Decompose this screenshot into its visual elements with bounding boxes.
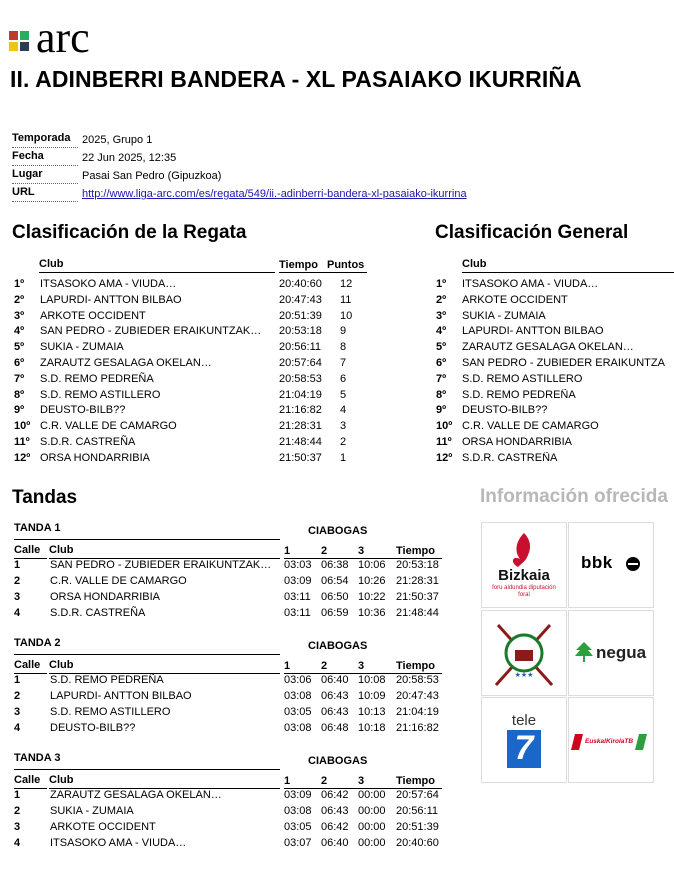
tiempo: 21:28:31 [396, 575, 439, 587]
position: 6º [14, 357, 25, 369]
tiempo: 20:53:18 [279, 325, 322, 338]
club-name: S.D.R. CASTREÑA [462, 451, 558, 464]
col-puntos-header: Puntos [327, 259, 365, 271]
info-heading: Información ofrecida [480, 486, 668, 507]
ciaboga-2: 06:38 [321, 559, 349, 571]
logo-squares-icon [9, 31, 29, 51]
ciaboga-1: 03:03 [284, 559, 312, 571]
header-rule [462, 272, 674, 273]
puntos: 10 [340, 309, 353, 322]
ciaboga-1: 03:05 [284, 821, 312, 833]
bbk-dot-icon [625, 556, 641, 572]
ciaboga-2: 06:40 [321, 674, 349, 686]
tiempo: 21:04:19 [396, 706, 439, 718]
ciaboga-1: 03:06 [284, 674, 312, 686]
col-tiempo-header: Tiempo [396, 775, 435, 787]
position: 8º [14, 388, 25, 401]
puntos: 6 [340, 372, 347, 385]
ciaboga-3: 00:00 [358, 821, 386, 833]
meta-divider [12, 183, 78, 184]
puntos: 5 [340, 388, 347, 401]
logo-square [9, 31, 18, 40]
tiempo: 20:58:53 [396, 674, 439, 686]
col-ciaboga3-header: 3 [358, 660, 365, 672]
meta-value: Pasai San Pedro (Gipuzkoa) [82, 170, 222, 182]
tiempo: 20:47:43 [396, 690, 439, 702]
club-name: C.R. VALLE DE CAMARGO [40, 420, 177, 433]
tree-icon [573, 641, 595, 663]
sponsor-crest-logo [481, 610, 567, 696]
tanda-rule [14, 769, 280, 770]
col-ciaboga2-header: 2 [321, 660, 328, 672]
col-tiempo-header: Tiempo [396, 660, 435, 672]
calle: 2 [14, 575, 21, 587]
club-name: C.R. VALLE DE CAMARGO [462, 420, 599, 433]
position: 10º [436, 420, 453, 433]
club-name: S.D. REMO ASTILLERO [462, 372, 583, 385]
position: 1º [436, 278, 447, 290]
svg-text:★★★: ★★★ [514, 671, 534, 679]
tiempo: 21:48:44 [279, 436, 322, 448]
ciaboga-2: 06:50 [321, 591, 349, 603]
ciaboga-3: 10:18 [358, 722, 386, 734]
tiempo: 21:28:31 [279, 420, 322, 433]
club-name: ITSASOKO AMA - VIUDA… [50, 837, 187, 849]
meta-label: Lugar [12, 168, 43, 180]
rowing-club-crest-icon [482, 611, 566, 695]
ciaboga-2: 06:42 [321, 789, 349, 801]
club-name: ITSASOKO AMA - VIUDA… [40, 278, 177, 290]
tanda-title: TANDA 3 [14, 752, 61, 764]
col-ciaboga3-header: 3 [358, 775, 365, 787]
position: 2º [14, 293, 25, 306]
position: 4º [14, 325, 25, 338]
club-name: SAN PEDRO - ZUBIEDER ERAIKUNTZAK… [40, 325, 262, 338]
ciaboga-3: 10:36 [358, 607, 386, 619]
ciabogas-header: CIABOGAS [308, 640, 368, 652]
position: 10º [14, 420, 31, 433]
position: 4º [436, 325, 447, 338]
position: 5º [14, 341, 25, 354]
col-ciaboga2-header: 2 [321, 775, 328, 787]
ciaboga-3: 10:22 [358, 591, 386, 603]
club-name: LAPURDI- ANTTON BILBAO [50, 690, 192, 702]
club-name: SAN PEDRO - ZUBIEDER ERAIKUNTZAK… [50, 559, 272, 571]
tiempo: 21:04:19 [279, 388, 322, 401]
club-name: LAPURDI- ANTTON BILBAO [40, 293, 182, 306]
club-name: ARKOTE OCCIDENT [462, 293, 568, 306]
calle: 1 [14, 674, 21, 686]
ciaboga-3: 10:13 [358, 706, 386, 718]
tiempo: 21:16:82 [396, 722, 439, 734]
position: 12º [436, 451, 453, 464]
bbk-text: bbk [581, 553, 613, 572]
meta-label: URL [12, 186, 35, 198]
logo-square [20, 31, 29, 40]
calle: 4 [14, 837, 21, 849]
tiempo: 20:40:60 [396, 837, 439, 849]
ciaboga-2: 06:43 [321, 706, 349, 718]
tiempo: 20:51:39 [396, 821, 439, 833]
meta-value: 22 Jun 2025, 12:35 [82, 152, 177, 164]
position: 9º [14, 404, 25, 417]
tiempo: 20:57:64 [279, 357, 322, 369]
club-name: S.D. REMO ASTILLERO [40, 388, 161, 401]
ciaboga-3: 10:26 [358, 575, 386, 587]
tiempo: 20:56:11 [279, 341, 322, 354]
calle: 1 [14, 559, 21, 571]
ciaboga-3: 00:00 [358, 789, 386, 801]
tiempo: 21:16:82 [279, 404, 322, 417]
position: 5º [436, 341, 447, 354]
club-name: S.D. REMO PEDREÑA [40, 372, 154, 385]
bizkaia-subtext: foru aldundia diputación foral [492, 585, 556, 598]
header-rule [279, 272, 367, 273]
club-name: S.D.R. CASTREÑA [50, 607, 146, 619]
tiempo: 20:58:53 [279, 372, 322, 385]
meta-label: Temporada [12, 132, 71, 144]
logo-text: arc [36, 13, 90, 62]
position: 12º [14, 451, 31, 464]
page-title: II. ADINBERRI BANDERA - XL PASAIAKO IKURRIÑA [10, 66, 582, 92]
ciaboga-2: 06:59 [321, 607, 349, 619]
ciaboga-2: 06:43 [321, 690, 349, 702]
calle: 2 [14, 805, 21, 817]
position: 7º [436, 372, 447, 385]
tiempo: 20:51:39 [279, 309, 322, 322]
tele7-text: tele [511, 712, 537, 729]
general-heading: Clasificación General [435, 222, 629, 243]
col-club-header: Club [39, 258, 64, 270]
col-club-header: Club [49, 544, 74, 556]
sponsor-bizkaia-logo [481, 522, 567, 608]
logo-square [20, 42, 29, 51]
club-name: ZARAUTZ GESALAGA OKELAN… [40, 357, 212, 369]
tiempo: 20:53:18 [396, 559, 439, 571]
position: 3º [436, 309, 447, 322]
meta-divider [12, 201, 78, 202]
position: 8º [436, 388, 447, 401]
col-club-header: Club [49, 659, 74, 671]
tiempo: 20:57:64 [396, 789, 439, 801]
logo-square [9, 42, 18, 51]
col-calle-header: Calle [14, 659, 41, 671]
ciaboga-2: 06:42 [321, 821, 349, 833]
puntos: 11 [340, 293, 352, 306]
club-name: DEUSTO-BILB?? [462, 404, 548, 417]
tanda-rule [14, 539, 280, 540]
ciaboga-2: 06:43 [321, 805, 349, 817]
sponsor-euskalkirola-logo [568, 697, 654, 783]
calle: 2 [14, 690, 21, 702]
calle: 3 [14, 706, 21, 718]
position: 3º [14, 309, 25, 322]
col-tiempo-header: Tiempo [279, 259, 318, 271]
club-name: ZARAUTZ GESALAGA OKELAN… [462, 341, 634, 354]
ciaboga-1: 03:08 [284, 690, 312, 702]
ciabogas-header: CIABOGAS [308, 525, 368, 537]
col-tiempo-header: Tiempo [396, 545, 435, 557]
calle: 4 [14, 607, 21, 619]
ciaboga-3: 10:06 [358, 559, 386, 571]
tiempo: 20:47:43 [279, 293, 322, 306]
puntos: 7 [340, 357, 347, 369]
col-club-header: Club [49, 774, 74, 786]
col-calle-header: Calle [14, 544, 41, 556]
col-calle-header: Calle [14, 774, 41, 786]
ciaboga-1: 03:11 [284, 607, 311, 619]
club-name: DEUSTO-BILB?? [40, 404, 126, 417]
tanda-rule [14, 654, 280, 655]
position: 2º [436, 293, 447, 306]
col-ciaboga3-header: 3 [358, 545, 365, 557]
meta-label: Fecha [12, 150, 44, 162]
col-club-header: Club [462, 258, 487, 270]
ciaboga-1: 03:05 [284, 706, 312, 718]
club-name: SAN PEDRO - ZUBIEDER ERAIKUNTZA [462, 357, 665, 369]
club-name: ARKOTE OCCIDENT [40, 309, 146, 322]
col-ciaboga1-header: 1 [284, 545, 291, 557]
club-name: ARKOTE OCCIDENT [50, 821, 156, 833]
tiempo: 21:50:37 [396, 591, 439, 603]
ciaboga-1: 03:07 [284, 837, 312, 849]
puntos: 2 [340, 436, 347, 448]
puntos: 1 [340, 451, 347, 464]
ciaboga-1: 03:08 [284, 722, 312, 734]
tiempo: 20:40:60 [279, 278, 322, 290]
position: 11º [436, 436, 452, 448]
club-name: ORSA HONDARRIBIA [50, 591, 161, 603]
col-ciaboga1-header: 1 [284, 775, 291, 787]
club-name: ORSA HONDARRIBIA [40, 451, 151, 464]
club-name: LAPURDI- ANTTON BILBAO [462, 325, 604, 338]
calle: 3 [14, 591, 21, 603]
club-name: SUKIA - ZUMAIA [462, 309, 546, 322]
puntos: 3 [340, 420, 347, 433]
club-name: ITSASOKO AMA - VIUDA… [462, 278, 599, 290]
club-name: S.D. REMO PEDREÑA [462, 388, 576, 401]
meta-value: 2025, Grupo 1 [82, 134, 153, 146]
puntos: 8 [340, 341, 347, 354]
regata-heading: Clasificación de la Regata [12, 222, 247, 243]
ciaboga-3: 10:08 [358, 674, 386, 686]
position: 1º [14, 278, 25, 290]
ciaboga-1: 03:09 [284, 789, 312, 801]
club-name: SUKIA - ZUMAIA [40, 341, 124, 354]
calle: 3 [14, 821, 21, 833]
sponsor-tele7-logo [481, 697, 567, 783]
tiempo: 20:56:11 [396, 805, 439, 817]
club-name: DEUSTO-BILB?? [50, 722, 136, 734]
ciaboga-3: 00:00 [358, 805, 386, 817]
ciaboga-3: 10:09 [358, 690, 386, 702]
club-name: S.D. REMO PEDREÑA [50, 674, 164, 686]
url-link[interactable]: http://www.liga-arc.com/es/regata/549/ii.-adinberri-bandera-xl-pasaiako-ikurrina [82, 188, 467, 200]
calle: 1 [14, 789, 21, 801]
euskalkirola-text: EuskalKirolaTB [585, 738, 634, 745]
meta-divider [12, 147, 78, 148]
club-name: S.D.R. CASTREÑA [40, 436, 136, 448]
ciabogas-header: CIABOGAS [308, 755, 368, 767]
position: 11º [14, 436, 30, 448]
ciaboga-1: 03:08 [284, 805, 312, 817]
tiempo: 21:48:44 [396, 607, 439, 619]
tanda-title: TANDA 2 [14, 637, 61, 649]
position: 7º [14, 372, 25, 385]
position: 6º [436, 357, 447, 369]
ciaboga-1: 03:11 [284, 591, 311, 603]
sponsor-negua-logo [568, 610, 654, 696]
sponsor-bbk-logo [568, 522, 654, 608]
puntos: 4 [340, 404, 347, 417]
club-name: ZARAUTZ GESALAGA OKELAN… [50, 789, 222, 801]
tandas-heading: Tandas [12, 487, 78, 508]
puntos: 9 [340, 325, 347, 338]
tiempo: 21:50:37 [279, 451, 322, 464]
club-name: S.D. REMO ASTILLERO [50, 706, 171, 718]
calle: 4 [14, 722, 21, 734]
tanda-title: TANDA 1 [14, 522, 61, 534]
ciaboga-2: 06:54 [321, 575, 349, 587]
negua-text: negua [596, 643, 647, 662]
meta-divider [12, 165, 78, 166]
ciaboga-1: 03:09 [284, 575, 312, 587]
col-ciaboga1-header: 1 [284, 660, 291, 672]
ciaboga-2: 06:48 [321, 722, 349, 734]
club-name: SUKIA - ZUMAIA [50, 805, 134, 817]
ciaboga-2: 06:40 [321, 837, 349, 849]
position: 9º [436, 404, 447, 417]
bizkaia-text: Bizkaia [498, 567, 550, 584]
header-rule [39, 272, 275, 273]
club-name: C.R. VALLE DE CAMARGO [50, 575, 187, 587]
tele7-number: 7 [514, 729, 534, 767]
puntos: 12 [340, 278, 353, 290]
ciaboga-3: 00:00 [358, 837, 386, 849]
col-ciaboga2-header: 2 [321, 545, 328, 557]
club-name: ORSA HONDARRIBIA [462, 436, 573, 448]
